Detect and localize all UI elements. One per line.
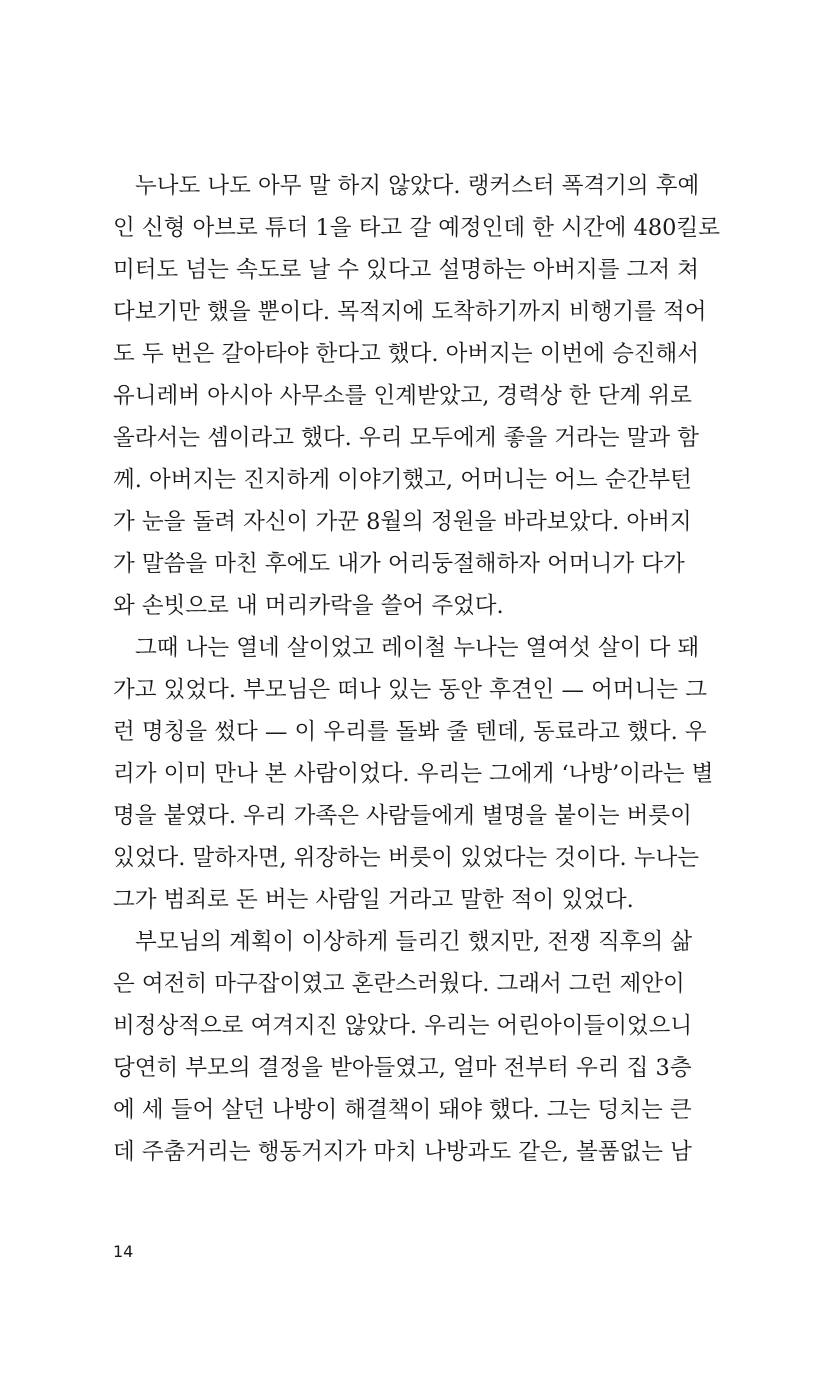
text-line: 다보기만 했을 뿐이다. 목적지에 도착하기까지 비행기를 적어 bbox=[113, 299, 707, 325]
text-line: 가 말씀을 마친 후에도 내가 어리둥절해하자 어머니가 다가 bbox=[113, 551, 685, 577]
text-line: 인 신형 아브로 튜더 1을 타고 갈 예정인데 한 시간에 480킬로 bbox=[113, 215, 720, 241]
paragraph-3 bbox=[113, 921, 693, 1173]
text-line: 가고 있었다. 부모님은 떠나 있는 동안 후견인 — 어머니는 그 bbox=[113, 677, 707, 703]
page-number: 14 bbox=[113, 1242, 134, 1261]
text-line: 데 주춤거리는 행동거지가 마치 나방과도 같은, 볼품없는 남 bbox=[113, 1139, 692, 1165]
text-line: 리가 이미 만나 본 사람이었다. 우리는 그에게 ‘나방’이라는 별 bbox=[113, 761, 714, 787]
text-line: 부모님의 계획이 이상하게 들리긴 했지만, 전쟁 직후의 삶 bbox=[135, 929, 693, 955]
text-line: 께. 아버지는 진지하게 이야기했고, 어머니는 어느 순간부턴 bbox=[113, 467, 692, 493]
text-line: 유니레버 아시아 사무소를 인계받았고, 경력상 한 단계 위로 bbox=[113, 383, 692, 409]
text-line: 누나도 나도 아무 말 하지 않았다. 랭커스터 폭격기의 후예 bbox=[135, 173, 700, 199]
text-line: 도 두 번은 갈아타야 한다고 했다. 아버지는 이번에 승진해서 bbox=[113, 341, 700, 367]
text-line: 그때 나는 열네 살이었고 레이철 누나는 열여섯 살이 다 돼 bbox=[135, 635, 700, 661]
text-line: 비정상적으로 여겨지진 않았다. 우리는 어린아이들이었으니 bbox=[113, 1013, 693, 1039]
text-line: 은 여전히 마구잡이였고 혼란스러웠다. 그래서 그런 제안이 bbox=[113, 971, 685, 997]
text-line: 와 손빗으로 내 머리카락을 쓸어 주었다. bbox=[113, 593, 504, 619]
paragraph-1 bbox=[113, 165, 720, 627]
text-line: 미터도 넘는 속도로 날 수 있다고 설명하는 아버지를 그저 쳐 bbox=[113, 257, 700, 283]
text-line: 가 눈을 돌려 자신이 가꾼 8월의 정원을 바라보았다. 아버지 bbox=[113, 509, 692, 535]
text-line: 에 세 들어 살던 나방이 해결책이 돼야 했다. 그는 덩치는 큰 bbox=[113, 1097, 692, 1123]
text-line: 있었다. 말하자면, 위장하는 버릇이 있었다는 것이다. 누나는 bbox=[113, 845, 700, 871]
paragraph-2 bbox=[113, 627, 714, 921]
text-line: 런 명칭을 썼다 — 이 우리를 돌봐 줄 텐데, 동료라고 했다. 우 bbox=[113, 719, 707, 745]
text-line: 올라서는 셈이라고 했다. 우리 모두에게 좋을 거라는 말과 함 bbox=[113, 425, 700, 451]
text-line: 명을 붙였다. 우리 가족은 사람들에게 별명을 붙이는 버릇이 bbox=[113, 803, 692, 829]
body-text bbox=[113, 165, 720, 1173]
text-line: 그가 범죄로 돈 버는 사람일 거라고 말한 적이 있었다. bbox=[113, 887, 634, 913]
text-line: 당연히 부모의 결정을 받아들였고, 얼마 전부터 우리 집 3층 bbox=[113, 1055, 692, 1081]
